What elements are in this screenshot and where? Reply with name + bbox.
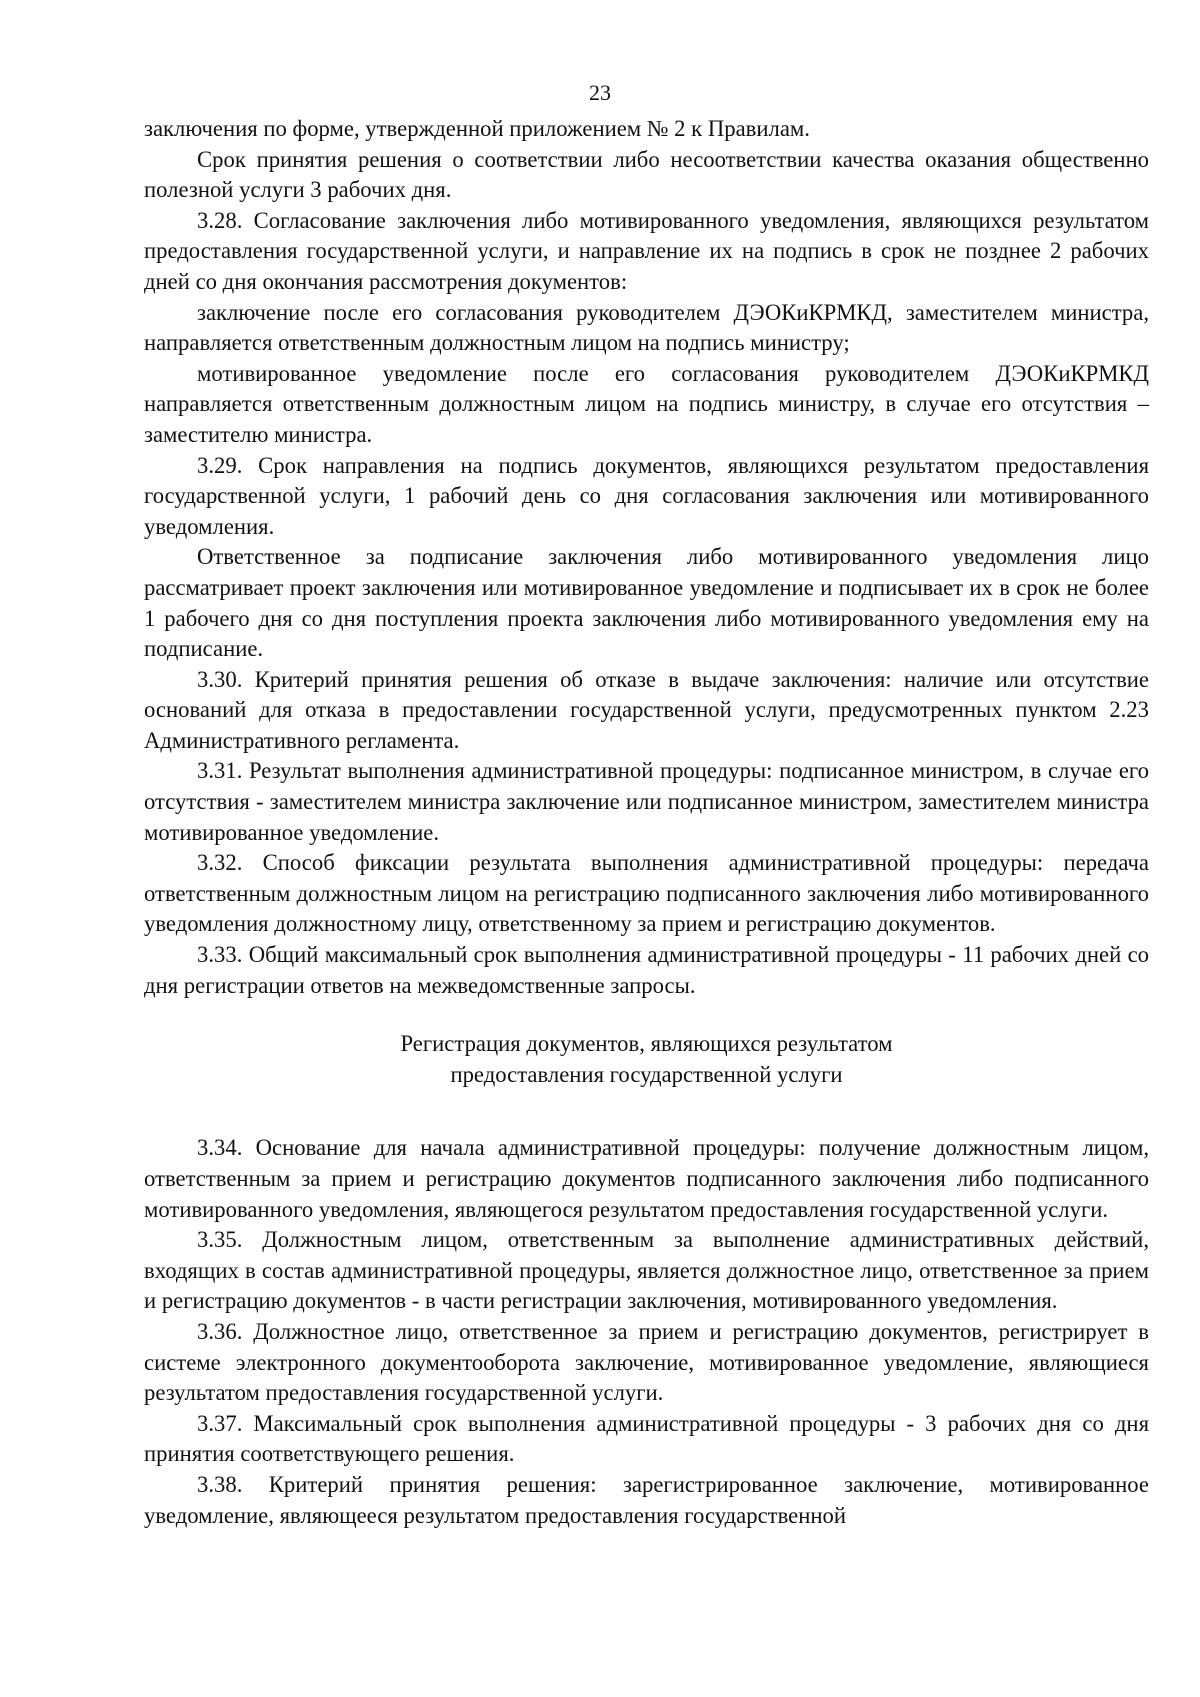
paragraph-3-30: 3.30. Критерий принятия решения об отказе в выдаче заключения: наличие или отсутствие оснований для отказа в предоставлении государственной услуги, предусмотренных пунктом 2.23 Административного регламента.	[144, 666, 1149, 753]
paragraph-3-31: 3.31. Результат выполнения административной процедуры: подписанное министром, в случае его отсутствия - заместителем министра заключение или подписанное министром, заместителем министра мотивированное уведомление.	[144, 758, 1149, 845]
paragraph-3-37: 3.37. Максимальный срок выполнения административной процедуры - 3 рабочих дня со дня принятия соответствующего решения.	[144, 1410, 1149, 1467]
section-heading	[144, 1029, 1149, 1090]
paragraph-signing-person: Ответственное за подписание заключения либо мотивированного уведомления лицо рассматривает проект заключения или мотивированное уведомление и подписывает их в срок не более 1 рабочего дня со дня поступления проекта заключения либо мотивированного уведомления ему на подписание.	[144, 544, 1149, 662]
paragraph-notice-signing: мотивированное уведомление после его согласования руководителем ДЭОКиКРМКД направляется ответственным должностным лицом на подпись министру, в случае его отсутствия – заместителю министра.	[144, 360, 1149, 447]
section-heading-line-2: предоставления государственной услуги	[450, 1061, 843, 1087]
paragraph-3-35: 3.35. Должностным лицом, ответственным за выполнение административных действий, входящих в состав административной процедуры, является должностное лицо, ответственное за прием и регистрацию документов - в части регистрации заключения, мотивированного уведомления.	[144, 1227, 1149, 1314]
paragraph-3-34: 3.34. Основание для начала административной процедуры: получение должностным лицом, ответственным за прием и регистрацию документов подписанного заключения либо подписанного мотивированного уведомления, являющегося результатом предоставления государственной услуги.	[144, 1135, 1149, 1222]
paragraph-3-29: 3.29. Срок направления на подпись документов, являющихся результатом предоставления государственной услуги, 1 рабочий день со дня согласования заключения или мотивированного уведомления.	[144, 452, 1149, 539]
document-body	[144, 114, 1149, 1531]
paragraph-3-33: 3.33. Общий максимальный срок выполнения административной процедуры - 11 рабочих дней со дня регистрации ответов на межведомственные запросы.	[144, 942, 1149, 998]
paragraph-3-36: 3.36. Должностное лицо, ответственное за прием и регистрацию документов, регистрирует в системе электронного документооборота заключение, мотивированное уведомление, являющиеся результатом предоставления государственной услуги.	[144, 1318, 1149, 1406]
paragraph-continuation: заключения по форме, утвержденной приложением № 2 к Правилам.	[144, 116, 810, 141]
section-heading-line-1: Регистрация документов, являющихся результатом	[400, 1031, 893, 1057]
paragraph-conclusion-signing: заключение после его согласования руководителем ДЭОКиКРМКД, заместителем министра, направляется ответственным должностным лицом на подпись министру;	[144, 299, 1149, 356]
paragraph-decision-term: Срок принятия решения о соответствии либо несоответствии качества оказания общественно полезной услуги 3 рабочих дня.	[144, 146, 1149, 203]
paragraph-3-28: 3.28. Согласование заключения либо мотивированного уведомления, являющихся результатом предоставления государственной услуги, и направление их на подпись в срок не позднее 2 рабочих дней со дня окончания рассмотрения документов:	[144, 207, 1149, 294]
paragraph-3-32: 3.32. Способ фиксации результата выполнения административной процедуры: передача ответственным должностным лицом на регистрацию подписанного заключения либо мотивированного уведомления должностному лицу, ответственному за прием и регистрацию документов.	[144, 850, 1149, 937]
paragraph-3-38: 3.38. Критерий принятия решения: зарегистрированное заключение, мотивированное уведомление, являющееся результатом предоставления государственной	[144, 1471, 1149, 1528]
page-number: 23	[589, 80, 611, 105]
